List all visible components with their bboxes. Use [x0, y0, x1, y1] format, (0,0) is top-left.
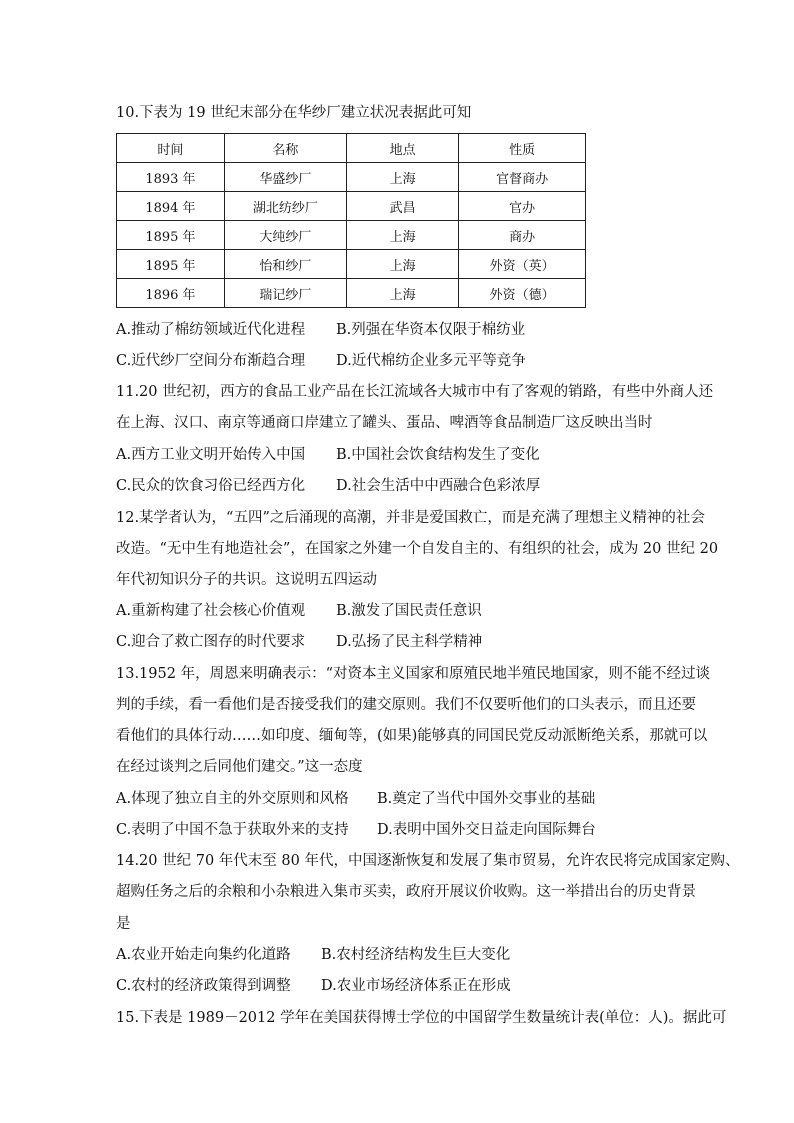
- q11-option-b[interactable]: B.中国社会饮食结构发生了变化: [336, 447, 540, 463]
- q10-option-c[interactable]: C.近代纱厂空间分布渐趋合理: [116, 353, 306, 369]
- cell-nature: 官督商办: [459, 163, 586, 192]
- cell-nature: 官办: [459, 192, 586, 221]
- cell-name: 大纯纱厂: [224, 221, 346, 250]
- cell-time: 1895 年: [117, 221, 225, 250]
- cell-location: 上海: [346, 279, 459, 308]
- cell-time: 1894 年: [117, 192, 225, 221]
- header-nature: 性质: [459, 134, 586, 163]
- cell-name: 怡和纱厂: [224, 250, 346, 279]
- q15-stem: 15.下表是 1989－2012 学年在美国获得博士学位的中国留学生数量统计表(单位：人)。据此可: [116, 1010, 727, 1026]
- cell-name: 湖北纺纱厂: [224, 192, 346, 221]
- q10-option-d[interactable]: D.近代棉纺企业多元平等竞争: [336, 353, 526, 369]
- q13-line-3: 看他们的具体行动……如印度、缅甸等，(如果)能够真的同国民党反动派断绝关系，那就可以: [116, 728, 708, 744]
- q10-stem: 10.下表为 19 世纪末部分在华纱厂建立状况表据此可知: [116, 105, 472, 121]
- cell-nature: 外资（德）: [459, 279, 586, 308]
- cell-location: 上海: [346, 221, 459, 250]
- q14-line-3: 是: [116, 916, 131, 932]
- q10-option-a[interactable]: A.推动了棉纺领域近代化进程: [116, 322, 306, 338]
- cell-name: 华盛纱厂: [224, 163, 346, 192]
- q12-option-b[interactable]: B.激发了国民责任意识: [336, 603, 482, 619]
- cell-location: 上海: [346, 250, 459, 279]
- q13-option-d[interactable]: D.表明中国外交日益走向国际舞台: [377, 822, 596, 838]
- q12-option-d[interactable]: D.弘扬了民主科学精神: [336, 634, 483, 650]
- header-time: 时间: [117, 134, 225, 163]
- q13-line-4: 在经过谈判之后同他们建交。”这一态度: [116, 759, 363, 775]
- q11-option-d[interactable]: D.社会生活中中西融合色彩浓厚: [336, 478, 541, 494]
- table-header-row: [117, 134, 586, 163]
- table-row: [117, 192, 586, 221]
- mills-table: [116, 133, 586, 308]
- q12-line-2: 改造。“无中生有地造社会”，在国家之外建一个自发自主的、有组织的社会，成为 20 世纪 20: [116, 541, 719, 557]
- q11-option-a[interactable]: A.西方工业文明开始传入中国: [116, 447, 306, 463]
- cell-name: 瑞记纱厂: [224, 279, 346, 308]
- cell-time: 1895 年: [117, 250, 225, 279]
- q14-line-1: 14.20 世纪 70 年代末至 80 年代，中国逐渐恢复和发展了集市贸易，允许农民将完成国家定购、: [116, 853, 740, 869]
- q11-option-c[interactable]: C.民众的饮食习俗已经西方化: [116, 478, 306, 494]
- header-name: 名称: [224, 134, 346, 163]
- q14-option-d[interactable]: D.农业市场经济体系正在形成: [321, 978, 511, 994]
- cell-nature: 商办: [459, 221, 586, 250]
- cell-nature: 外资（英）: [459, 250, 586, 279]
- q13-line-1: 13.1952 年，周恩来明确表示：“对资本主义国家和原殖民地半殖民地国家，则不能不经过谈: [116, 666, 710, 682]
- table-row: [117, 250, 586, 279]
- q13-option-b[interactable]: B.奠定了当代中国外交事业的基础: [377, 791, 596, 807]
- table-row: [117, 279, 586, 308]
- q14-option-c[interactable]: C.农村的经济政策得到调整: [116, 978, 291, 994]
- q10-option-b[interactable]: B.列强在华资本仅限于棉纺业: [336, 322, 526, 338]
- table-row: [117, 163, 586, 192]
- header-location: 地点: [346, 134, 459, 163]
- q12-option-a[interactable]: A.重新构建了社会核心价值观: [116, 603, 306, 619]
- q12-line-3: 年代初知识分子的共识。这说明五四运动: [116, 572, 377, 588]
- q11-line-1: 11.20 世纪初，西方的食品工业产品在长江流域各大城市中有了客观的销路，有些中外商人还: [116, 384, 714, 400]
- cell-time: 1896 年: [117, 279, 225, 308]
- q14-line-2: 超购任务之后的余粮和小杂粮进入集市买卖，政府开展议价收购。这一举措出台的历史背景: [116, 884, 696, 900]
- cell-location: 武昌: [346, 192, 459, 221]
- q14-option-a[interactable]: A.农业开始走向集约化道路: [116, 947, 291, 963]
- cell-time: 1893 年: [117, 163, 225, 192]
- q13-line-2: 判的手续，看一看他们是否接受我们的建交原则。我们不仅要听他们的口头表示，而且还要: [116, 697, 696, 713]
- q11-line-2: 在上海、汉口、南京等通商口岸建立了罐头、蛋品、啤酒等食品制造厂这反映出当时: [116, 415, 653, 431]
- q14-option-b[interactable]: B.农村经济结构发生巨大变化: [321, 947, 511, 963]
- q13-option-a[interactable]: A.体现了独立自主的外交原则和风格: [116, 791, 349, 807]
- q13-option-c[interactable]: C.表明了中国不急于获取外来的支持: [116, 822, 349, 838]
- table-row: [117, 221, 586, 250]
- q12-option-c[interactable]: C.迎合了救亡图存的时代要求: [116, 634, 306, 650]
- cell-location: 上海: [346, 163, 459, 192]
- q12-line-1: 12.某学者认为，“五四”之后涌现的高潮，并非是爱国救亡，而是充满了理想主义精神的社会: [116, 510, 705, 526]
